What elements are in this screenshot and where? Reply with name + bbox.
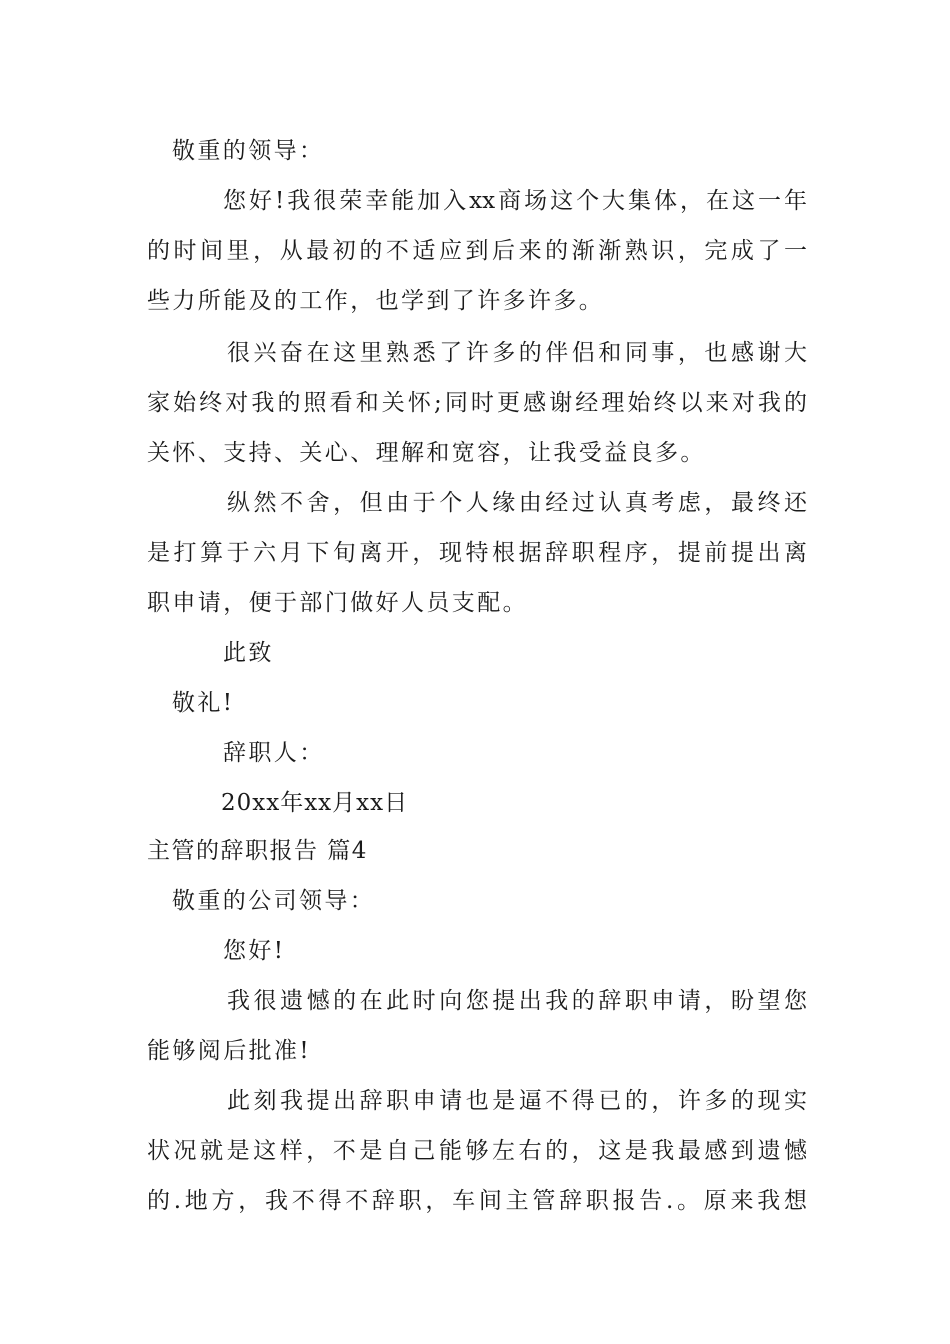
closing-line: 敬礼! [172, 690, 235, 716]
greeting: 您好! [223, 938, 286, 964]
section-heading: 主管的辞职报告 篇4 [147, 838, 368, 864]
date-line: 20xx年xx月xx日 [221, 790, 409, 816]
salutation: 敬重的公司领导： [172, 888, 376, 914]
paragraph-line: 家始终对我的照看和关怀;同时更感谢经理始终以来对我的 [147, 390, 807, 416]
paragraph-line: 是打算于六月下旬离开，现特根据辞职程序，提前提出离 [147, 540, 807, 566]
signer-label: 辞职人： [223, 740, 325, 766]
paragraph-line: 职申请，便于部门做好人员支配。 [147, 590, 528, 616]
paragraph-line: 能够阅后批准! [147, 1038, 312, 1064]
paragraph-line: 您好!我很荣幸能加入xx商场这个大集体，在这一年 [223, 188, 807, 214]
paragraph-line: 关怀、支持、关心、理解和宽容，让我受益良多。 [147, 440, 706, 466]
paragraph-line: 些力所能及的工作，也学到了许多许多。 [147, 288, 605, 314]
paragraph-line: 的时间里，从最初的不适应到后来的渐渐熟识，完成了一 [147, 238, 807, 264]
paragraph-line: 很兴奋在这里熟悉了许多的伴侣和同事，也感谢大 [227, 340, 807, 366]
paragraph-line: 状况就是这样，不是自己能够左右的，这是我最感到遗憾 [147, 1138, 807, 1164]
paragraph-line: 的.地方，我不得不辞职，车间主管辞职报告.。原来我想 [147, 1188, 807, 1214]
paragraph-line: 纵然不舍，但由于个人缘由经过认真考虑，最终还 [227, 490, 807, 516]
paragraph-line: 我很遗憾的在此时向您提出我的辞职申请，盼望您 [227, 988, 807, 1014]
salutation: 敬重的领导： [172, 138, 325, 164]
paragraph-line: 此刻我提出辞职申请也是逼不得已的，许多的现实 [227, 1088, 807, 1114]
closing-line: 此致 [223, 640, 274, 666]
